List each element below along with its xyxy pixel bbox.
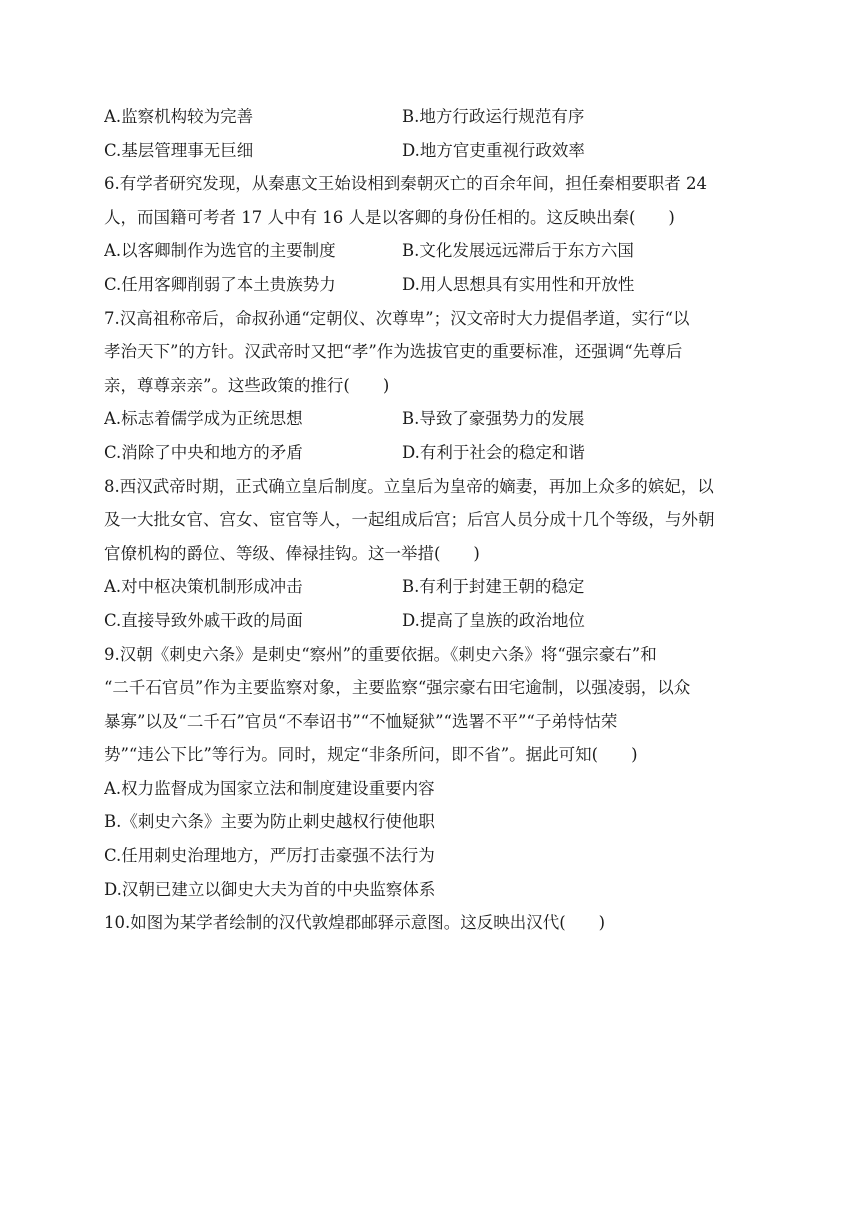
q6-option-b: B.文化发展远远滞后于东方六国 [402, 241, 634, 261]
q8-option-d: D.提高了皇族的政治地位 [402, 610, 585, 630]
q7-option-b: B.导致了豪强势力的发展 [402, 409, 585, 429]
q6-option-a: A.以客卿制作为选官的主要制度 [104, 241, 336, 261]
q8-options-row-2 [104, 604, 754, 638]
q5-option-d: D.地方官吏重视行政效率 [402, 140, 585, 160]
q5-option-c: C.基层管理事无巨细 [104, 140, 254, 160]
q8-stem-line-2: 及一大批女官、宫女、宦官等人，一起组成后宫；后宫人员分成十几个等级，与外朝 [104, 510, 715, 530]
q9-option-b: B.《刺史六条》主要为防止刺史越权行使他职 [104, 812, 435, 832]
q7-options-row-2 [104, 436, 754, 470]
q6-options-row-1 [104, 234, 754, 268]
q7-stem-line-3: 亲，尊尊亲亲”。这些政策的推行( ) [104, 375, 390, 395]
q6-stem-line-1: 6.有学者研究发现，从秦惠文王始设相到秦朝灭亡的百余年间，担任秦相要职者 24 [104, 174, 707, 194]
exam-page [104, 100, 754, 940]
q5-option-a: A.监察机构较为完善 [104, 107, 254, 126]
q5-option-b: B.地方行政运行规范有序 [402, 107, 585, 126]
q7-stem-line-1: 7.汉高祖称帝后，命叔孙通“定朝仪、次尊卑”；汉文帝时大力提倡孝道，实行“以 [104, 308, 690, 328]
q8-option-b: B.有利于封建王朝的稳定 [402, 577, 585, 597]
q7-stem-line-2: 孝治天下”的方针。汉武帝时又把“孝”作为选拔官吏的重要标准，还强调“先尊后 [104, 342, 683, 362]
q10-stem-line-1: 10.如图为某学者绘制的汉代敦煌郡邮驿示意图。这反映出汉代( ) [104, 913, 606, 933]
q6-option-c: C.任用客卿削弱了本土贵族势力 [104, 274, 336, 294]
q7-option-c: C.消除了中央和地方的矛盾 [104, 442, 303, 462]
q9-option-a: A.权力监督成为国家立法和制度建设重要内容 [104, 778, 435, 798]
q8-stem-line-3: 官僚机构的爵位、等级、俸禄挂钩。这一举措( ) [104, 543, 480, 563]
q9-stem-line-1: 9.汉朝《刺史六条》是刺史“察州”的重要依据。《刺史六条》将“强宗豪右”和 [104, 644, 657, 664]
q9-stem-line-3: 暴寡”以及“二千石”官员“不奉诏书”“不恤疑狱”“选署不平”“子弟恃怙荣 [104, 711, 618, 731]
q9-option-c: C.任用刺史治理地方，严厉打击豪强不法行为 [104, 846, 435, 866]
q5-options-row-2 [104, 134, 754, 168]
q6-stem-line-2: 人，而国籍可考者 17 人中有 16 人是以客卿的身份任相的。这反映出秦( ) [104, 207, 675, 227]
q6-options-row-2 [104, 268, 754, 302]
q8-option-c: C.直接导致外戚干政的局面 [104, 610, 303, 630]
q9-option-d: D.汉朝已建立以御史大夫为首的中央监察体系 [104, 879, 436, 899]
q8-option-a: A.对中枢决策机制形成冲击 [104, 577, 303, 597]
q8-stem-line-1: 8.西汉武帝时期，正式确立皇后制度。立皇后为皇帝的嫡妻，再加上众多的嫔妃，以 [104, 476, 714, 496]
q7-options-row-1 [104, 402, 754, 436]
q9-stem-line-4: 势”“违公下比”等行为。同时，规定“非条所问，即不省”。据此可知( ) [104, 745, 638, 765]
q5-options-row-1 [104, 100, 754, 134]
q7-option-d: D.有利于社会的稳定和谐 [402, 442, 585, 462]
q8-options-row-1 [104, 570, 754, 604]
q6-option-d: D.用人思想具有实用性和开放性 [402, 274, 635, 294]
q9-stem-line-2: “二千石官员”作为主要监察对象，主要监察“强宗豪右田宅逾制，以强凌弱，以众 [104, 678, 691, 698]
q7-option-a: A.标志着儒学成为正统思想 [104, 409, 303, 429]
